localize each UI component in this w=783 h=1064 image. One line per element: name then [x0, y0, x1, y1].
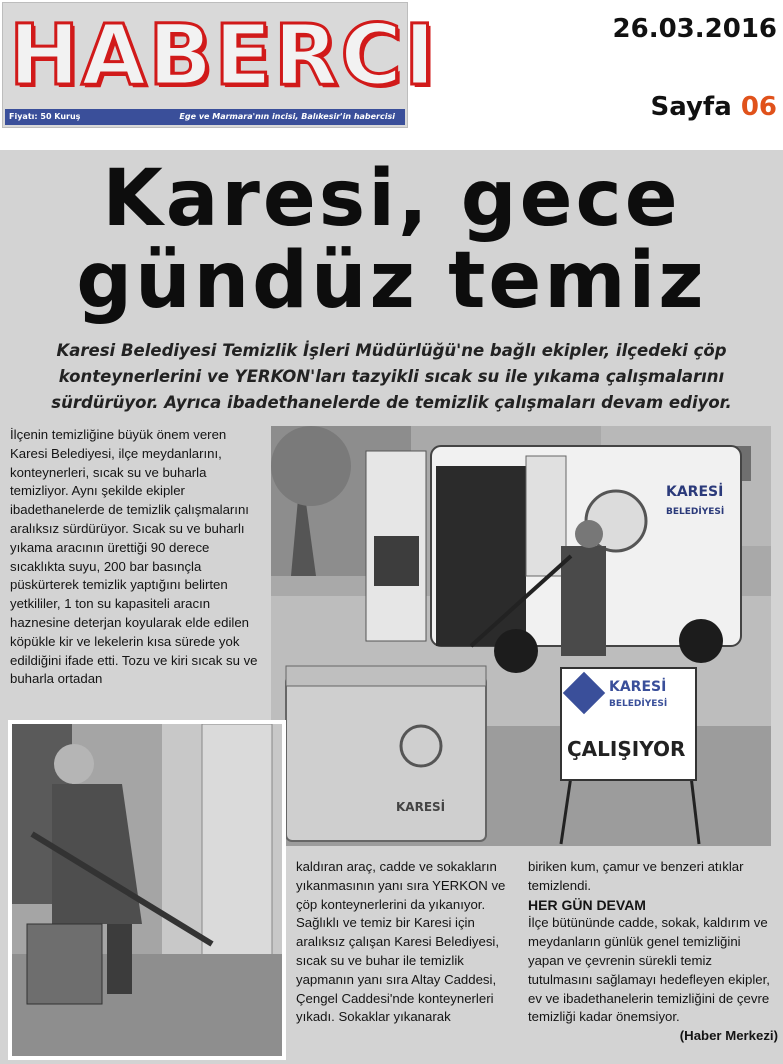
masthead-logo [2, 2, 438, 128]
page-number [650, 92, 777, 122]
masthead-slogan: Ege ve Marmara'nın incisi, Balıkesir'in habercisi [179, 112, 395, 121]
article-lede: Karesi Belediyesi Temizlik İşleri Müdürlüğü'ne bağlı ekipler, ilçedeki çöp konteynerlerini ve YERKON'ları tazyikli sıcak su ile yıkama çalışmalarını sürdürüyor. Ayrıca ibadethanelerde de temizlik çalışmaları devam ediyor. [51, 341, 732, 412]
byline: (Haber Merkezi) [679, 1028, 778, 1044]
price-label: Fiyatı: 50 Kuruş [9, 112, 81, 121]
sign-brand: KARESİ [609, 679, 667, 695]
article-column-1: İlçenin temizliğine büyük önem veren Karesi Belediyesi, ilçe meydanlarını, konteynerleri, sıcak su ve buharla temizliyor. Aynı şekilde ekipler ibadethanelerde de temizlik çalışmalarını aralıksız sürdürüyor. Sıcak su ve buharlı yıkama aracının ürettiği 90 derece sıcaklıkta suyu, 200 bar basınçla püskürterek temizlik yaptığını belirten yetkililer, 1 ton su kapasiteli aracın haznesine deterjan koyularak elde edilen köpükle kir ve lekelerin kısa sürede yok edildiğini ifade etti. Tozu ve kiri sıcak su ve buharla ortadan [10, 427, 258, 687]
headline-line-2: gündüz temiz [76, 236, 707, 326]
headline-line-1: Karesi, gece [102, 154, 681, 244]
photo-woman-cleaning [8, 720, 286, 1060]
photo-cleaning-van [271, 426, 771, 846]
container-brand-text: KARESİ [396, 800, 446, 814]
van-brand-text: KARESİ [666, 484, 724, 500]
headline [0, 154, 783, 326]
publication-date: 26.03.2016 [612, 14, 777, 44]
masthead-bar [5, 109, 405, 125]
column-3-intro: biriken kum, çamur ve benzeri atıklar temizlendi. [528, 859, 744, 893]
masthead-title: HABERCI [9, 6, 438, 104]
page-number-value: 06 [740, 92, 777, 122]
van-brand-subtext: BELEDİYESİ [666, 507, 725, 517]
page-label: Sayfa [650, 92, 732, 122]
article-column-3 [528, 858, 778, 1046]
subheading: HER GÜN DEVAM [528, 896, 646, 913]
article-column-2: kaldıran araç, cadde ve sokakların yıkanmasının yanı sıra YERKON ve çöp konteynerlerini da yıkanıyor. Sağlıklı ve temiz bir Karesi için aralıksız çalışan Karesi Belediyesi, sıcak su ve buhar ile temizlik yapmanın yanı sıra Altay Caddesi, Çengel Caddesi'nde konteynerleri yıkadı. Sokaklar yıkanarak [296, 859, 506, 1025]
sign-main-text: ÇALIŞIYOR [567, 737, 686, 761]
column-3-body: İlçe bütününde cadde, sokak, kaldırım ve meydanların günlük genel temizliğini yapan ve çevrenin sürekli temiz tutulmasını sağlamayı hedefleyen ekipler, ev ve ibadethanelerin temizliğini de çevre temizliği kadar önemsiyor. [528, 915, 770, 1025]
sign-brand-sub: BELEDİYESİ [609, 699, 668, 709]
article [0, 150, 783, 1064]
